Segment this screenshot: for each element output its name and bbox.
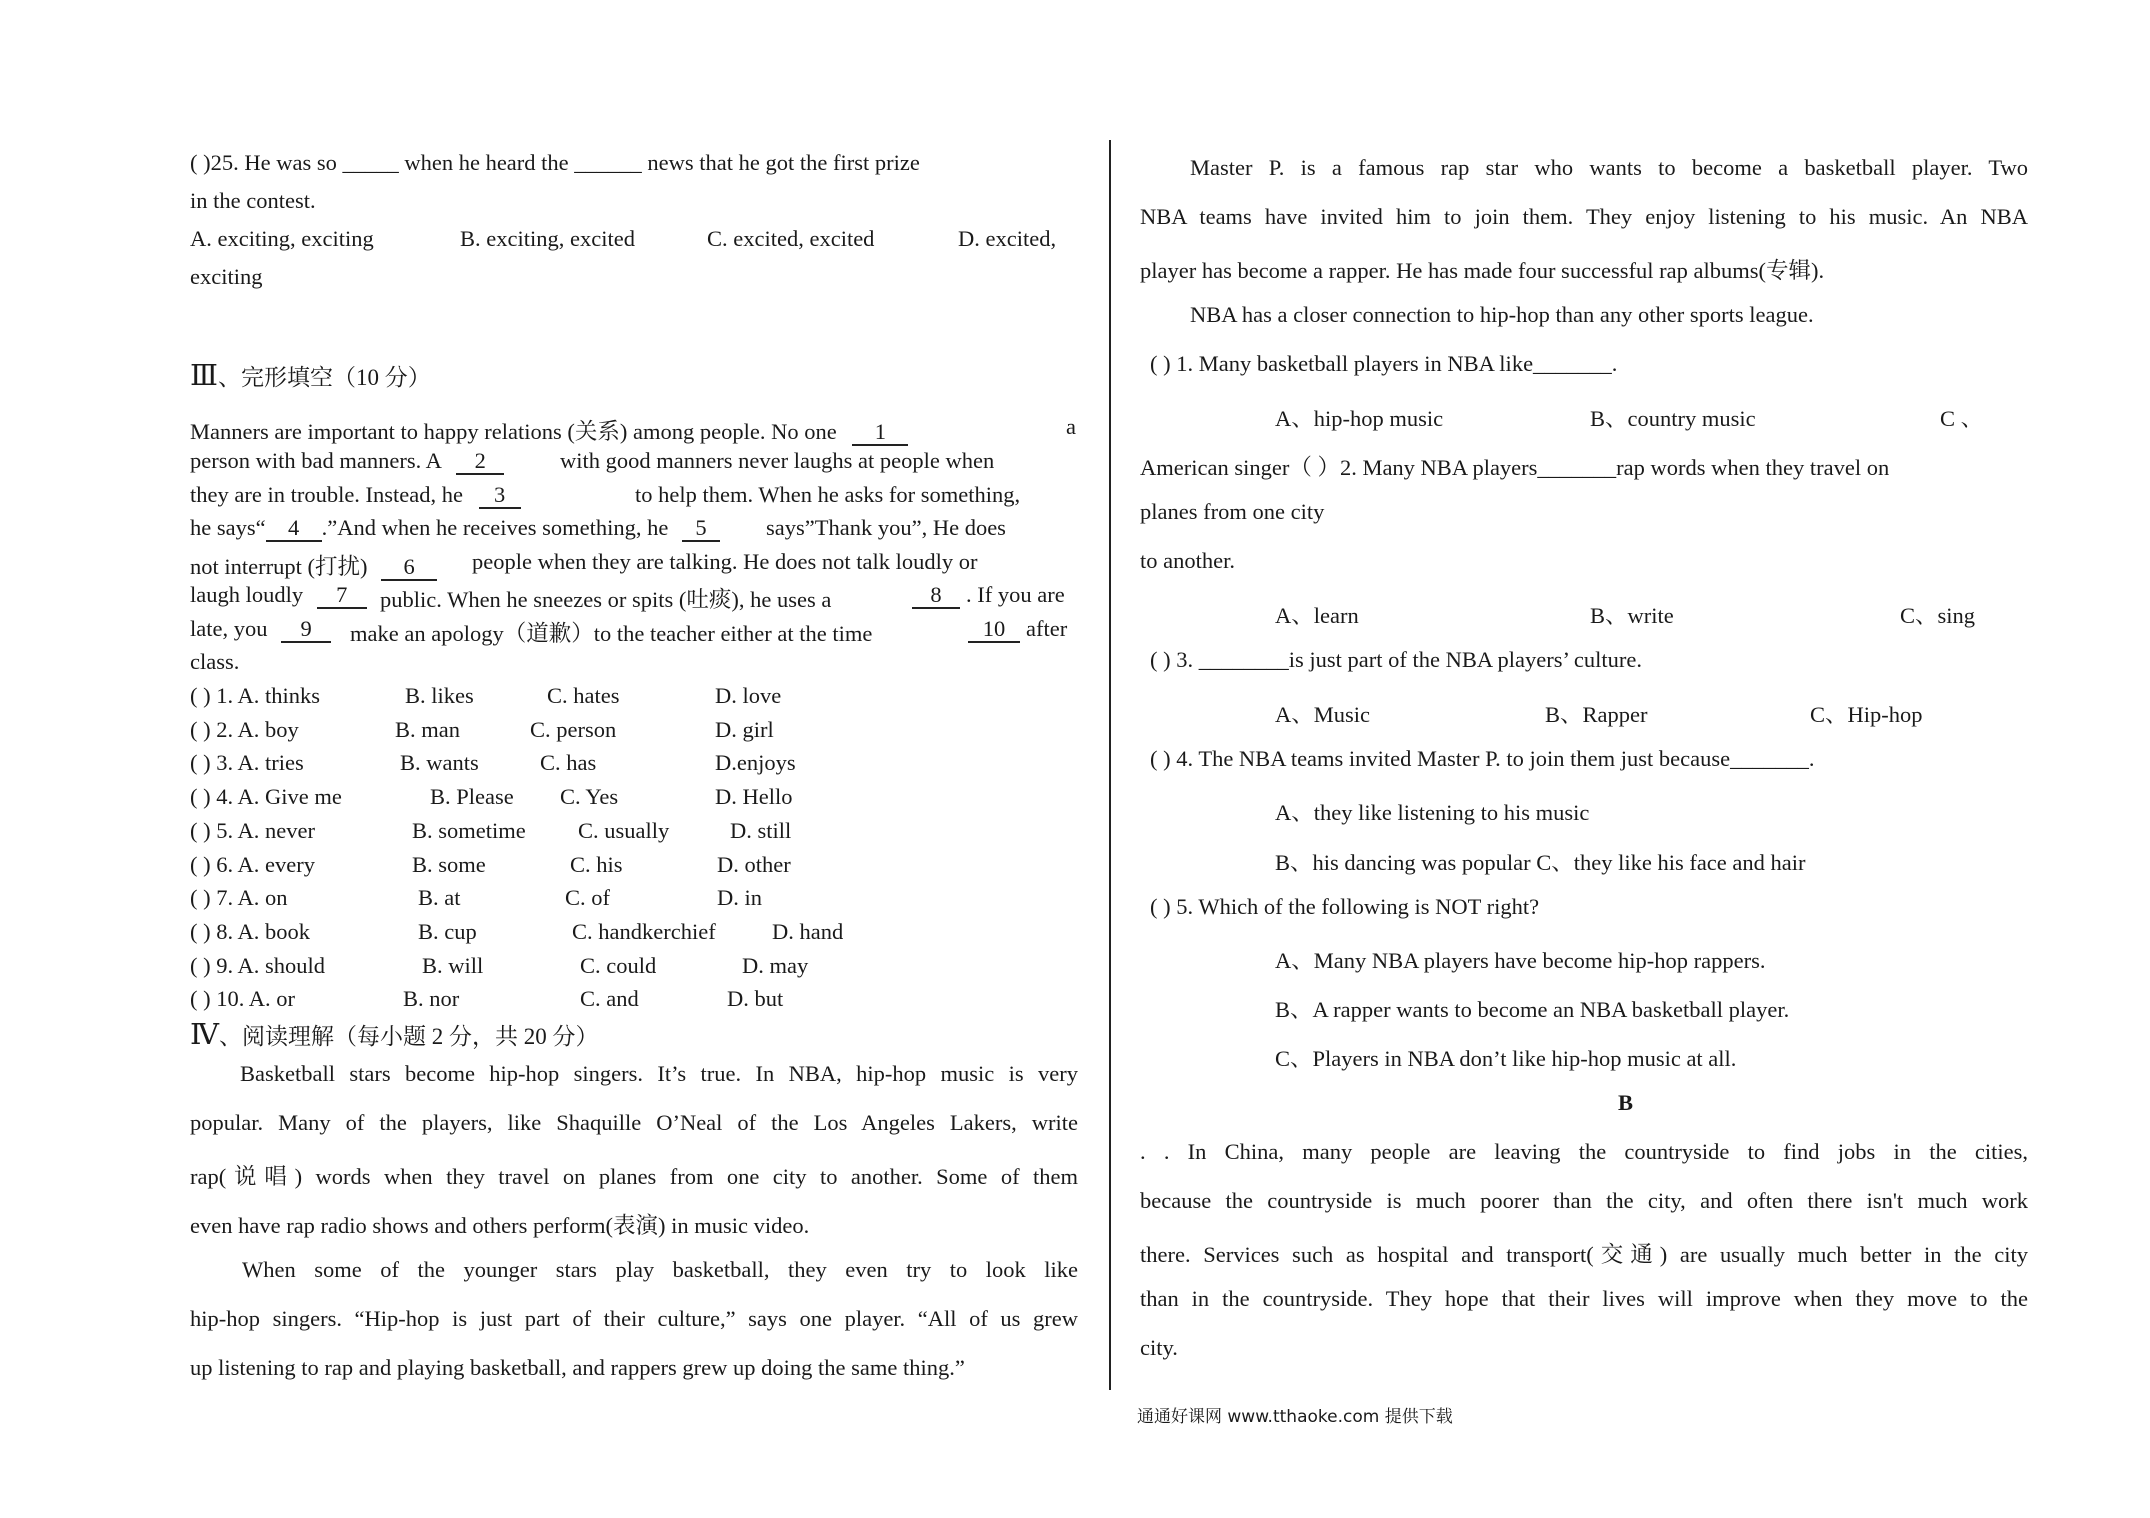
cloze-q-num-9: ( ) 9. A. should <box>190 952 325 978</box>
cloze-line-2-end: with good manners never laughs at people when <box>560 448 995 473</box>
cloze-line-1: Manners are important to happy relations (关系) among people. No one 1 <box>190 414 908 446</box>
cloze-q-option-d-7: D. in <box>717 885 762 911</box>
cloze-blank-2: 2 <box>456 450 504 475</box>
cloze-q-num-10: ( ) 10. A. or <box>190 986 295 1012</box>
cloze-q-option-b-1: B. likes <box>405 683 474 708</box>
cloze-q-num-4: ( ) 4. A. Give me <box>190 784 342 810</box>
cloze-line-8: class. <box>190 649 240 674</box>
q25-line4: exciting <box>190 264 263 289</box>
cloze-blank-10: 10 <box>968 618 1020 643</box>
reading-q1-option-a: A、hip-hop music <box>1275 406 1444 431</box>
q25-line1: ( )25. He was so _____ when he heard the ______ news that he got the first prize <box>190 150 920 175</box>
cloze-line-6-mid: public. When he sneezes or spits (吐痰), he uses a <box>380 587 832 612</box>
cloze-blank-8-wrap <box>912 582 960 609</box>
reading-q3: ( ) 3. ________is just part of the NBA players’ culture. <box>1150 647 1642 672</box>
cloze-heading-roman: Ⅲ <box>190 360 218 392</box>
passage-b-line-1: . . In China, many people are leaving the countryside to find jobs in the cities, <box>1140 1139 2028 1164</box>
cloze-q-option-c-3: C. has <box>540 750 597 776</box>
cloze-q-option-c-7: C. of <box>565 885 610 911</box>
cloze-q-option-b-2: B. man <box>395 716 460 742</box>
cloze-q-option-d-10: D. but <box>727 986 784 1012</box>
q25-option-c: C. excited, excited <box>707 226 875 251</box>
cloze-line-7-mid: make an apology（道歉）to the teacher either at the time <box>350 621 873 646</box>
cloze-q-option-d-5: D. still <box>730 817 792 843</box>
cloze-q-option-d-2: D. girl <box>715 716 774 742</box>
reading-heading-text: 、阅读理解（每小题 2 分，共 20 分） <box>218 1024 599 1049</box>
q25-line2: in the contest. <box>190 188 316 213</box>
cloze-q-option-b-4: B. Please <box>430 784 514 810</box>
cloze-q-option-b-6: B. some <box>412 851 486 877</box>
reading-q3-option-c: C、Hip-hop <box>1810 702 1923 727</box>
cloze-q-option-d-4: D. Hello <box>715 784 793 810</box>
passage-b-line-3: there. Services such as hospital and transport(交通) are usually much better in the city <box>1140 1242 2028 1267</box>
cloze-line-3: they are in trouble. Instead, he 3 <box>190 482 521 509</box>
reading-a-line-5: When some of the younger stars play basketball, they even try to look like <box>242 1257 1078 1282</box>
cloze-q-num-3: ( ) 3. A. tries <box>190 750 304 776</box>
cloze-line-4: he says“ 4 .”And when he receives something, he 5 <box>190 515 720 542</box>
cloze-blank-7: 7 <box>317 584 367 609</box>
cloze-q-option-c-8: C. handkerchief <box>572 918 716 944</box>
cloze-q-option-d-3: D.enjoys <box>715 750 796 776</box>
reading-q5-option-b: B、A rapper wants to become an NBA basketball player. <box>1275 997 1790 1022</box>
cloze-blank-3: 3 <box>479 484 521 509</box>
reading-q4-option-bc: B、his dancing was popular C、they like his face and hair <box>1275 850 1806 875</box>
cloze-q-option-b-7: B. at <box>418 885 461 911</box>
reading-a-line-9: NBA teams have invited him to join them. They enjoy listening to his music. An NBA <box>1140 204 2028 229</box>
cloze-q-option-b-10: B. nor <box>403 986 460 1012</box>
passage-b-line-2: because the countryside is much poorer than the city, and often there isn't much work <box>1140 1188 2028 1213</box>
passage-b-title: B <box>1618 1090 1634 1115</box>
cloze-blank-8: 8 <box>912 584 960 609</box>
cloze-q-num-1: ( ) 1. A. thinks <box>190 683 321 708</box>
cloze-q-num-5: ( ) 5. A. never <box>190 817 315 843</box>
cloze-q-option-b-5: B. sometime <box>412 817 526 843</box>
cloze-heading <box>190 358 431 393</box>
reading-q4-option-a: A、they like listening to his music <box>1275 800 1590 825</box>
reading-a-line-4: even have rap radio shows and others perform(表演) in music video. <box>190 1213 810 1238</box>
reading-q2-cont-2: to another. <box>1140 548 1235 573</box>
cloze-q-option-d-6: D. other <box>717 851 791 877</box>
reading-a-line-3: rap(说唱) words when they travel on planes from one city to another. Some of them <box>190 1164 1078 1189</box>
cloze-q-option-c-9: C. could <box>580 952 657 978</box>
reading-a-line-8: Master P. is a famous rap star who wants to become a basketball player. Two <box>1190 155 2028 180</box>
reading-q5-option-c: C、Players in NBA don’t like hip-hop music at all. <box>1275 1046 1737 1071</box>
q25-option-d: D. excited, <box>958 226 1057 251</box>
cloze-blank-6: 6 <box>381 556 437 581</box>
cloze-q-num-2: ( ) 2. A. boy <box>190 716 299 742</box>
cloze-q-option-d-8: D. hand <box>772 918 844 944</box>
reading-q1: ( ) 1. Many basketball players in NBA like_______. <box>1150 351 1618 376</box>
cloze-q-option-c-4: C. Yes <box>560 784 619 810</box>
reading-heading <box>190 1017 598 1052</box>
cloze-line-6-end: . If you are <box>966 582 1065 607</box>
cloze-blank-4: 4 <box>266 517 322 542</box>
reading-q3-option-a: A、Music <box>1275 702 1370 727</box>
cloze-q-option-b-9: B. will <box>422 952 484 978</box>
reading-a-line-1: Basketball stars become hip-hop singers. It’s true. In NBA, hip-hop music is very <box>240 1061 1078 1086</box>
cloze-line-6: laugh loudly 7 <box>190 582 367 609</box>
cloze-blank-5: 5 <box>682 517 720 542</box>
cloze-q-option-c-2: C. person <box>530 716 617 742</box>
cloze-line-5: not interrupt (打扰) 6 <box>190 549 437 581</box>
cloze-line-4-end: says”Thank you”, He does <box>766 515 1006 540</box>
reading-a-line-11: NBA has a closer connection to hip-hop than any other sports league. <box>1190 302 1814 327</box>
reading-q2-cont-1: planes from one city <box>1140 499 1325 524</box>
reading-q2-option-a: A、learn <box>1275 603 1359 628</box>
reading-q4: ( ) 4. The NBA teams invited Master P. to join them just because_______. <box>1150 746 1815 771</box>
reading-a-line-10: player has become a rapper. He has made four successful rap albums(专辑). <box>1140 258 1825 283</box>
cloze-blank-1: 1 <box>852 421 908 446</box>
cloze-q-option-d-9: D. may <box>742 952 809 978</box>
page-footer: 通通好课网 www.tthaoke.com 提供下载 <box>1137 1407 1453 1427</box>
passage-b-line-4: than in the countryside. They hope that their lives will improve when they move to the <box>1140 1286 2028 1311</box>
column-divider <box>1109 140 1111 1390</box>
cloze-heading-text: 、完形填空（10 分） <box>217 365 431 390</box>
reading-q2: American singer（ ）2. Many NBA players_______rap words when they travel on <box>1140 455 1890 480</box>
reading-q5-option-a: A、Many NBA players have become hip-hop rappers. <box>1275 948 1766 973</box>
cloze-line-7: late, you 9 <box>190 616 331 643</box>
cloze-line-2: person with bad manners. A 2 <box>190 448 504 475</box>
cloze-q-option-b-8: B. cup <box>418 918 477 944</box>
cloze-line-7-end: after <box>1026 616 1068 641</box>
cloze-q-num-6: ( ) 6. A. every <box>190 851 315 877</box>
q25-option-a: A. exciting, exciting <box>190 226 374 251</box>
cloze-q-option-d-1: D. love <box>715 683 782 708</box>
cloze-q-option-c-5: C. usually <box>578 817 670 843</box>
cloze-line-1-end: a <box>1066 414 1076 439</box>
cloze-line-3-end: to help them. When he asks for something, <box>635 482 1021 507</box>
cloze-blank-9: 9 <box>281 618 331 643</box>
reading-q2-option-b: B、write <box>1590 603 1674 628</box>
cloze-q-option-c-10: C. and <box>580 986 639 1012</box>
cloze-blank-10-wrap <box>968 616 1020 643</box>
cloze-q-num-7: ( ) 7. A. on <box>190 885 288 911</box>
reading-a-line-6: hip-hop singers. “Hip-hop is just part of their culture,” says one player. “All of us grew <box>190 1306 1078 1331</box>
reading-q3-option-b: B、Rapper <box>1545 702 1648 727</box>
cloze-q-option-b-3: B. wants <box>400 750 479 776</box>
reading-a-line-7: up listening to rap and playing basketball, and rappers grew up doing the same thing.” <box>190 1355 965 1380</box>
reading-heading-roman: Ⅳ <box>190 1019 219 1051</box>
reading-q2-option-c: C、sing <box>1900 603 1976 628</box>
reading-q1-option-b: B、country music <box>1590 406 1756 431</box>
cloze-q-num-8: ( ) 8. A. book <box>190 918 310 944</box>
cloze-line-5-end: people when they are talking. He does not talk loudly or <box>472 549 978 574</box>
reading-q5: ( ) 5. Which of the following is NOT right? <box>1150 894 1540 919</box>
passage-b-line-5: city. <box>1140 1335 1178 1360</box>
q25-option-b: B. exciting, excited <box>460 226 635 251</box>
cloze-q-option-c-1: C. hates <box>547 683 620 708</box>
cloze-q-option-c-6: C. his <box>570 851 623 877</box>
reading-q1-option-c: C 、 <box>1940 406 1984 431</box>
reading-a-line-2: popular. Many of the players, like Shaquille O’Neal of the Los Angeles Lakers, write <box>190 1110 1078 1135</box>
